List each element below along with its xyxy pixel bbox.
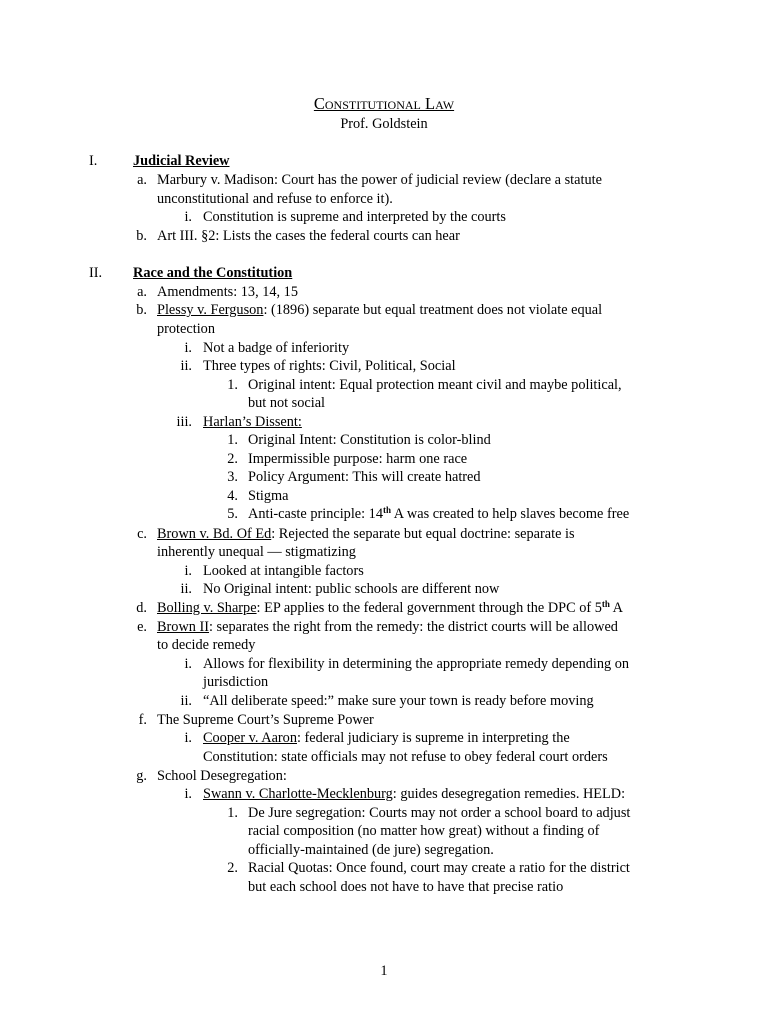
outline-marker: i. xyxy=(184,340,192,356)
outline-item-text xyxy=(157,543,356,562)
outline-item-body: Racial Quotas: Once found, court may create a ratio for the district xyxy=(248,860,630,876)
outline-item-text xyxy=(203,580,499,599)
outline-item-body: : (1896) separate but equal treatment does not violate equal xyxy=(263,302,603,318)
outline-item-text xyxy=(203,748,608,767)
outline-marker: b. xyxy=(136,228,147,244)
outline-marker: a. xyxy=(137,172,147,188)
case-name: Plessy v. Ferguson xyxy=(157,302,264,318)
outline-item-text xyxy=(248,468,481,487)
outline-item-body: Three types of rights: Civil, Political, Social xyxy=(203,358,456,374)
outline-item-text xyxy=(203,655,629,674)
outline-item-text xyxy=(203,208,506,227)
outline-item-text xyxy=(203,785,625,804)
outline-item-body: inherently unequal — stigmatizing xyxy=(157,544,356,560)
outline-item-text xyxy=(203,692,594,711)
outline-item-body: : Rejected the separate but equal doctrine: separate is xyxy=(271,526,575,542)
outline-item-text xyxy=(248,841,494,860)
outline-item-body: Stigma xyxy=(248,488,289,504)
outline-marker: f. xyxy=(138,712,147,728)
outline-item-body: Constitution: state officials may not refuse to obey federal court orders xyxy=(203,749,608,765)
outline-item-body: Amendments: 13, 14, 15 xyxy=(157,284,298,300)
outline-item-body: : EP applies to the federal government through the DPC of 5 xyxy=(256,600,602,616)
outline-item-body-cont: A xyxy=(609,600,623,616)
outline-item-body: Policy Argument: This will create hatred xyxy=(248,469,481,485)
page-number: 1 xyxy=(380,963,388,979)
ordinal-superscript: th xyxy=(382,505,391,515)
outline-item-body: Anti-caste principle: 14 xyxy=(248,506,383,522)
outline-item-text xyxy=(157,599,623,618)
outline-item-text xyxy=(248,878,563,897)
outline-item-text xyxy=(248,487,289,506)
outline-marker: ii. xyxy=(180,693,192,709)
outline-item-text xyxy=(203,339,349,358)
outline-marker: 1. xyxy=(227,432,238,448)
outline-item-text xyxy=(157,301,602,320)
section-heading-judicial-review: Judicial Review xyxy=(133,153,230,169)
outline-item-body: “All deliberate speed:” make sure your town is ready before moving xyxy=(203,693,594,709)
outline-item-text xyxy=(157,190,393,209)
case-name: Brown v. Bd. Of Ed xyxy=(157,526,272,542)
outline-item-text xyxy=(157,636,255,655)
outline-item-body-cont: A was created to help slaves become free xyxy=(391,506,630,522)
outline-item-text xyxy=(248,431,491,450)
outline-item-text xyxy=(157,711,374,730)
outline-marker: i. xyxy=(184,563,192,579)
outline-item-text xyxy=(248,505,629,524)
outline-item-body: Art III. §2: Lists the cases the federal courts can hear xyxy=(157,228,460,244)
outline-item-body: Not a badge of inferiority xyxy=(203,340,350,356)
case-name: Bolling v. Sharpe xyxy=(157,600,257,616)
outline-item-body: Marbury v. Madison: Court has the power of judicial review (declare a statute xyxy=(157,172,602,188)
outline-marker: i. xyxy=(184,209,192,225)
case-name: Brown II xyxy=(157,619,210,635)
outline-item-text xyxy=(157,525,575,544)
outline-item-text xyxy=(203,357,456,376)
outline-item-body: protection xyxy=(157,321,215,337)
outline-marker: i. xyxy=(184,656,192,672)
section-heading-race-constitution: Race and the Constitution xyxy=(133,265,293,281)
outline-item-text xyxy=(203,729,570,748)
case-name: Cooper v. Aaron xyxy=(203,730,297,746)
outline-item-text xyxy=(248,394,325,413)
outline-item-text xyxy=(248,859,630,878)
outline-item-body: racial composition (no matter how great) without a finding of xyxy=(248,823,600,839)
professor-name: Prof. Goldstein xyxy=(340,116,428,132)
outline-item-text xyxy=(157,618,618,637)
outline-marker: i. xyxy=(184,730,192,746)
outline-marker: 5. xyxy=(227,506,238,522)
outline-item-body: but not social xyxy=(248,395,326,411)
outline-item-body: Looked at intangible factors xyxy=(203,563,364,579)
outline-marker: 4. xyxy=(227,488,238,504)
outline-marker: ii. xyxy=(180,358,192,374)
outline-item-body: but each school does not have to have that precise ratio xyxy=(248,879,564,895)
ordinal-superscript: th xyxy=(601,599,610,609)
outline-marker: ii. xyxy=(180,581,192,597)
outline-item-body: : separates the right from the remedy: the district courts will be allowed xyxy=(209,619,618,635)
outline-marker: 3. xyxy=(227,469,238,485)
outline-item-body: : federal judiciary is supreme in interpreting the xyxy=(296,730,570,746)
case-name: Harlan’s Dissent: xyxy=(203,414,302,430)
outline-item-text xyxy=(157,171,602,190)
outline-item-text xyxy=(248,450,467,469)
outline-marker: e. xyxy=(137,619,147,635)
outline-item-body: The Supreme Court’s Supreme Power xyxy=(157,712,374,728)
outline-marker: b. xyxy=(136,302,147,318)
document-title: Constitutional Law xyxy=(313,94,455,113)
outline-item-body: Allows for flexibility in determining the appropriate remedy depending on xyxy=(203,656,630,672)
outline-marker: c. xyxy=(137,526,147,542)
outline-marker: 2. xyxy=(227,451,238,467)
outline-item-text xyxy=(203,413,302,432)
outline-item-body: unconstitutional and refuse to enforce it). xyxy=(157,191,393,207)
outline-item-text xyxy=(157,283,298,302)
outline-marker: iii. xyxy=(176,414,192,430)
outline-marker: 2. xyxy=(227,860,238,876)
outline-item-body: Impermissible purpose: harm one race xyxy=(248,451,468,467)
section-number-1: I. xyxy=(89,153,98,169)
outline-item-text xyxy=(248,822,599,841)
outline-item-text xyxy=(157,320,215,339)
outline-item-body: officially-maintained (de jure) segregation. xyxy=(248,842,494,858)
outline-item-text xyxy=(157,227,460,246)
outline-item-body: De Jure segregation: Courts may not order a school board to adjust xyxy=(248,805,631,821)
outline-marker: d. xyxy=(136,600,147,616)
outline-item-body: jurisdiction xyxy=(203,674,269,690)
case-name: Swann v. Charlotte-Mecklenburg xyxy=(203,786,393,802)
outline-marker: g. xyxy=(136,768,147,784)
outline-marker: 1. xyxy=(227,805,238,821)
outline-item-text xyxy=(248,376,622,395)
outline-marker: 1. xyxy=(227,377,238,393)
outline-marker: i. xyxy=(184,786,192,802)
outline-item-body: Original Intent: Constitution is color-blind xyxy=(248,432,491,448)
outline-item-text xyxy=(203,562,364,581)
outline-item-text xyxy=(157,767,287,786)
outline-item-text xyxy=(248,804,630,823)
outline-item-body: Original intent: Equal protection meant civil and maybe political, xyxy=(248,377,622,393)
section-number-2: II. xyxy=(89,265,103,281)
outline-item-text xyxy=(203,673,268,692)
outline-item-body: : guides desegregation remedies. HELD: xyxy=(392,786,626,802)
outline-item-body: School Desegregation: xyxy=(157,768,287,784)
outline-marker: a. xyxy=(137,284,147,300)
outline-item-body: No Original intent: public schools are different now xyxy=(203,581,500,597)
outline-item-body: Constitution is supreme and interpreted by the courts xyxy=(203,209,506,225)
outline-item-body: to decide remedy xyxy=(157,637,256,653)
